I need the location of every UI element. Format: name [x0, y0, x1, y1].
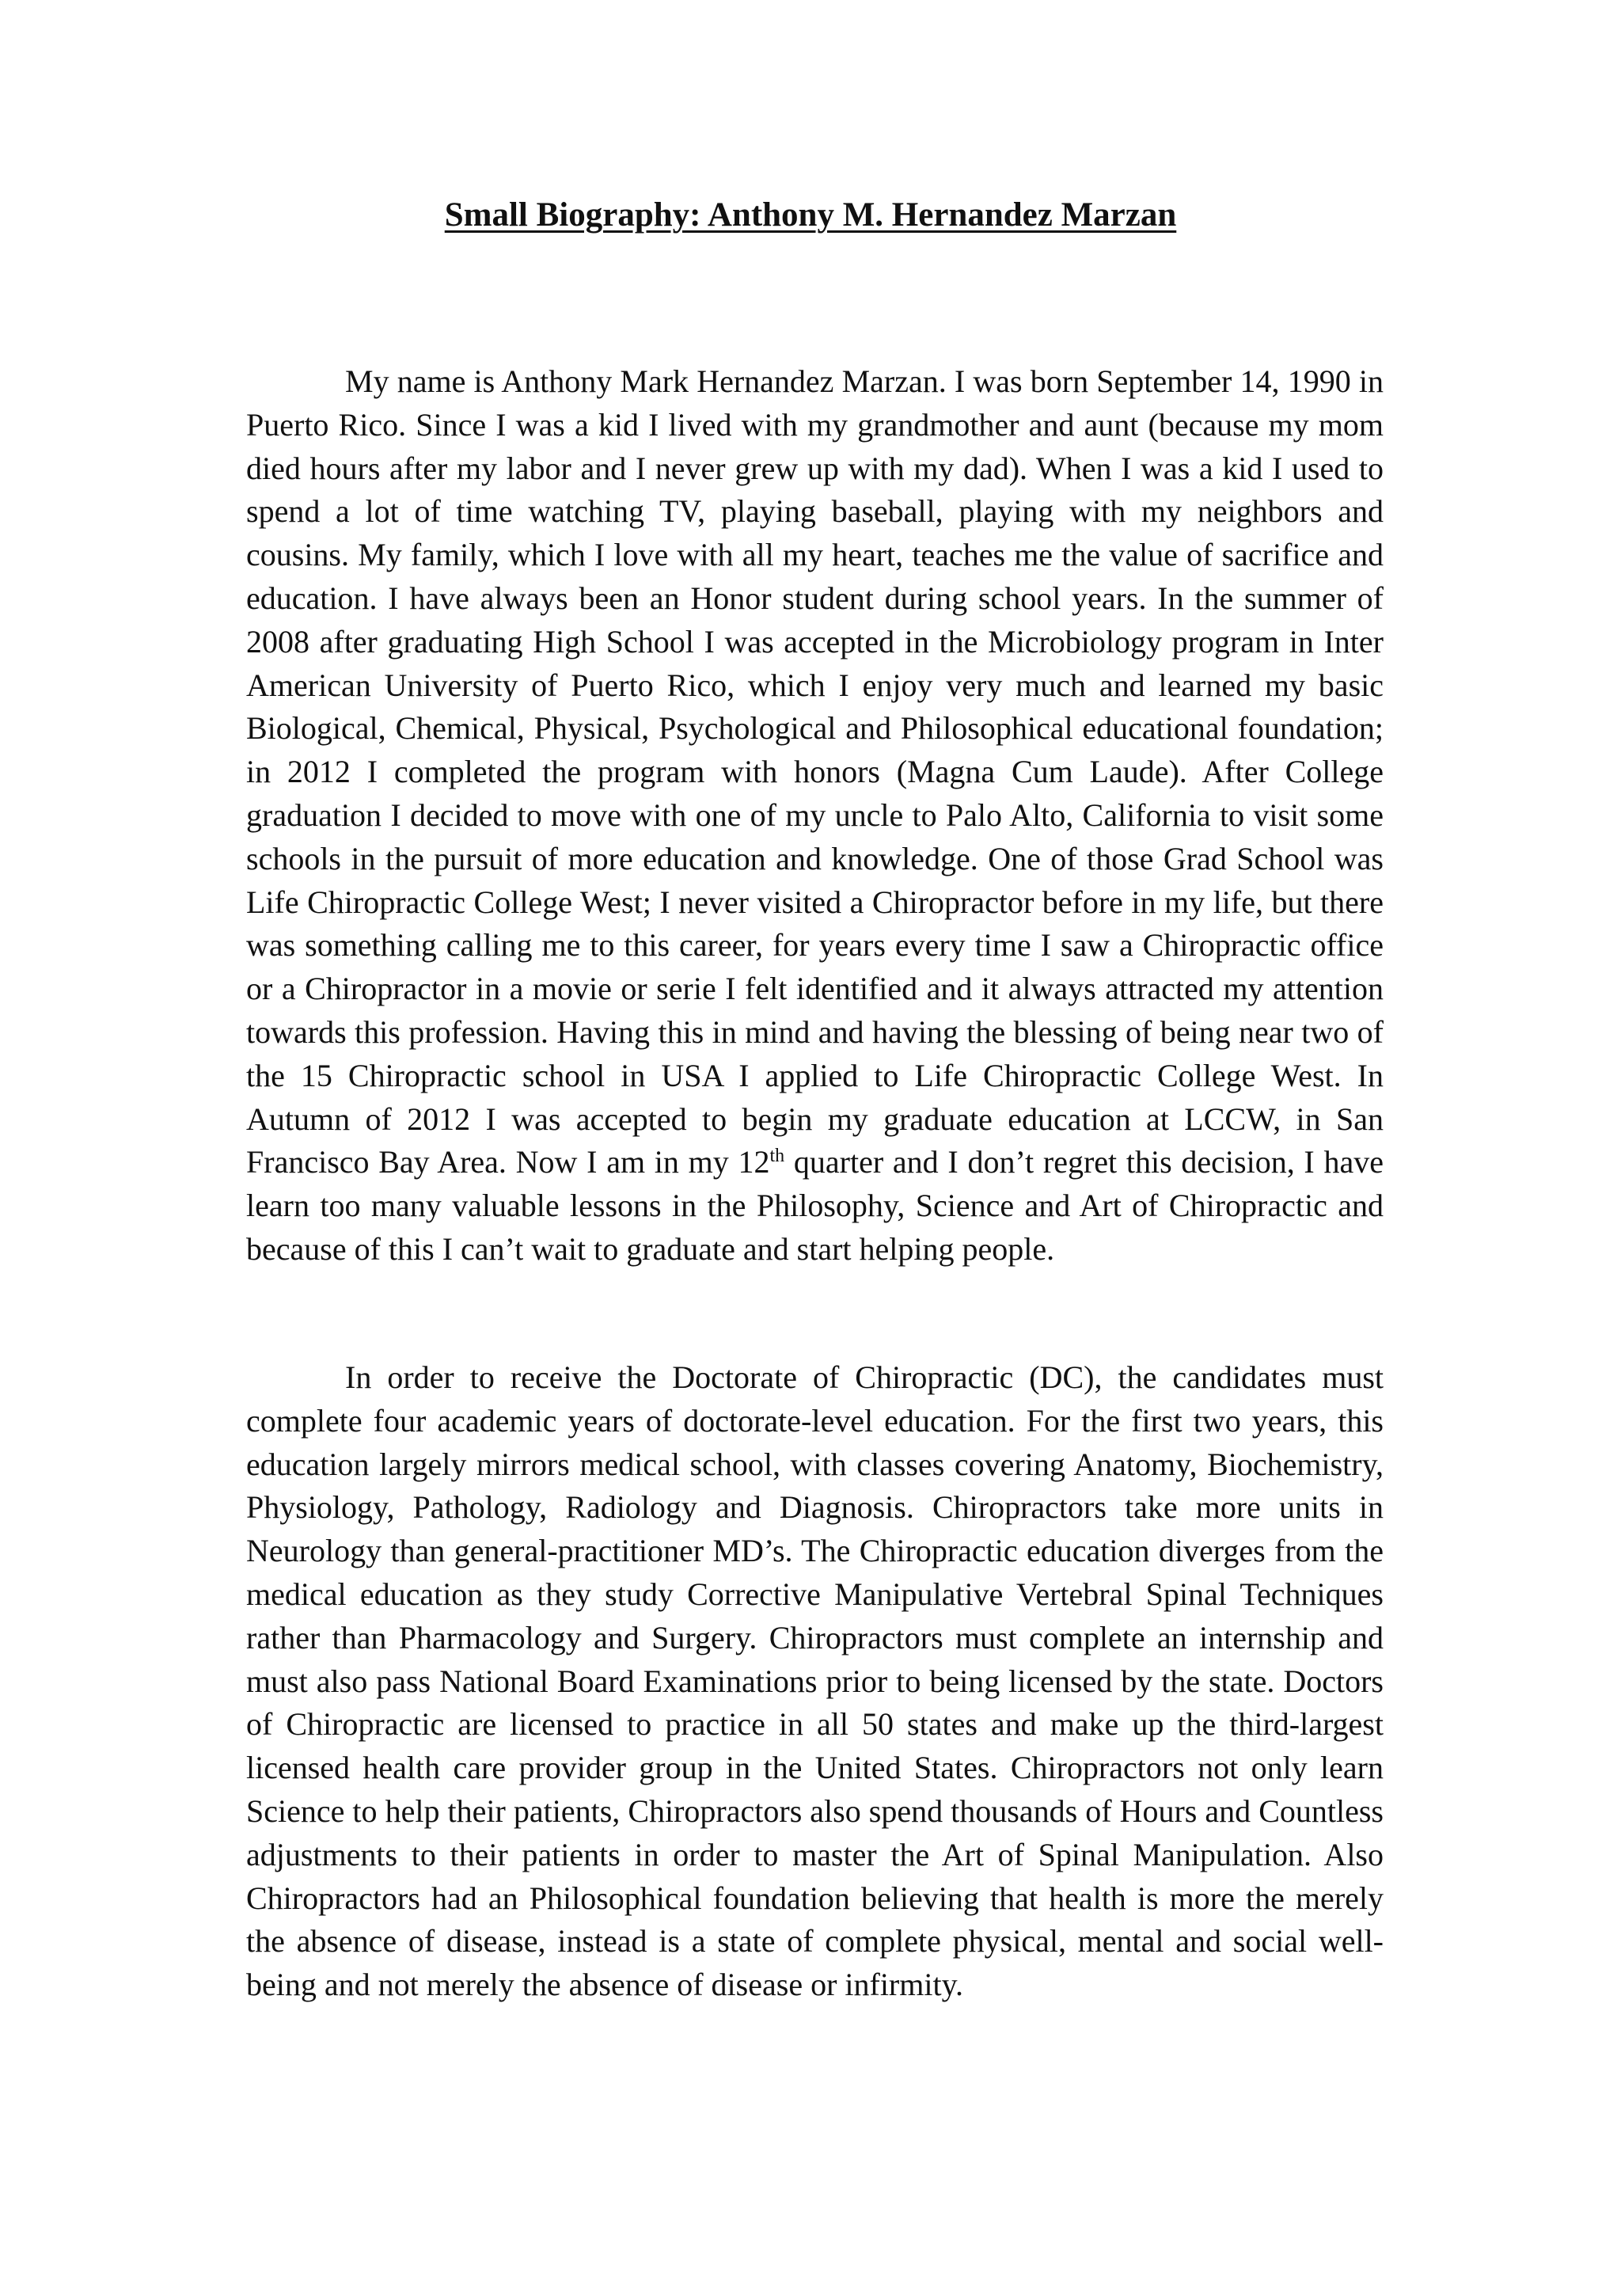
paragraph-text-part: quarter and I don’t regret this decision, I have learn too many valuable lessons in the Philosophy, Science and Art of Chiropractic and because of this I can’t wait to graduate and start helping people. [246, 1144, 1384, 1267]
ordinal-superscript: th [769, 1146, 785, 1167]
document-title [0, 193, 1621, 238]
education-paragraph [246, 1356, 1384, 2007]
document-title-text: Small Biography: Anthony M. Hernandez Marzan [444, 196, 1177, 234]
paragraph-text-part: My name is Anthony Mark Hernandez Marzan. I was born September 14, 1990 in Puerto Rico. Since I was a kid I lived with my grandmother and aunt (because my mom died hours after my labor and I never grew up with my dad). When I was a kid I used to spend a lot of time watching TV, playing baseball, playing with my neighbors and cousins. My family, which I love with all my heart, teaches me the value of sacrifice and education. I have always been an Honor student during school years. In the summer of 2008 after graduating High School I was accepted in the Microbiology program in Inter American University of Puerto Rico, which I enjoy very much and learned my basic Biological, Chemical, Physical, Psychological and Philosophical educational foundation; in 2012 I completed the program with honors (Magna Cum Laude). After College graduation I decided to move with one of my uncle to Palo Alto, California to visit some schools in the pursuit of more education and knowledge. One of those Grad School was Life Chiropractic College West; I never visited a Chiropractor before in my life, but there was something calling me to this career, for years every time I saw a Chiropractic office or a Chiropractor in a movie or serie I felt identified and it always attracted my attention towards this profession. Having this in mind and having the blessing of being near two of the 15 Chiropractic school in USA I applied to Life Chiropractic College West. In Autumn of 2012 I was accepted to begin my graduate education at LCCW, in San Francisco Bay Area. Now I am in my 12 [246, 363, 1384, 1180]
biography-paragraph [246, 360, 1384, 1272]
paragraph-text: In order to receive the Doctorate of Chiropractic (DC), the candidates must complete four academic years of doctorate-level education. For the first two years, this education largely mirrors medical school, with classes covering Anatomy, Biochemistry, Physiology, Pathology, Radiology and Diagnosis. Chiropractors take more units in Neurology than general-practitioner MD’s. The Chiropractic education diverges from the medical education as they study Corrective Manipulative Vertebral Spinal Techniques rather than Pharmacology and Surgery. Chiropractors must complete an internship and must also pass National Board Examinations prior to being licensed by the state. Doctors of Chiropractic are licensed to practice in all 50 states and make up the third-largest licensed health care provider group in the United States. Chiropractors not only learn Science to help their patients, Chiropractors also spend thousands of Hours and Countless adjustments to their patients in order to master the Art of Spinal Manipulation. Also Chiropractors had an Philosophical foundation believing that health is more the merely the absence of disease, instead is a state of complete physical, mental and social well-being and not merely the absence of disease or infirmity. [246, 1359, 1384, 2003]
